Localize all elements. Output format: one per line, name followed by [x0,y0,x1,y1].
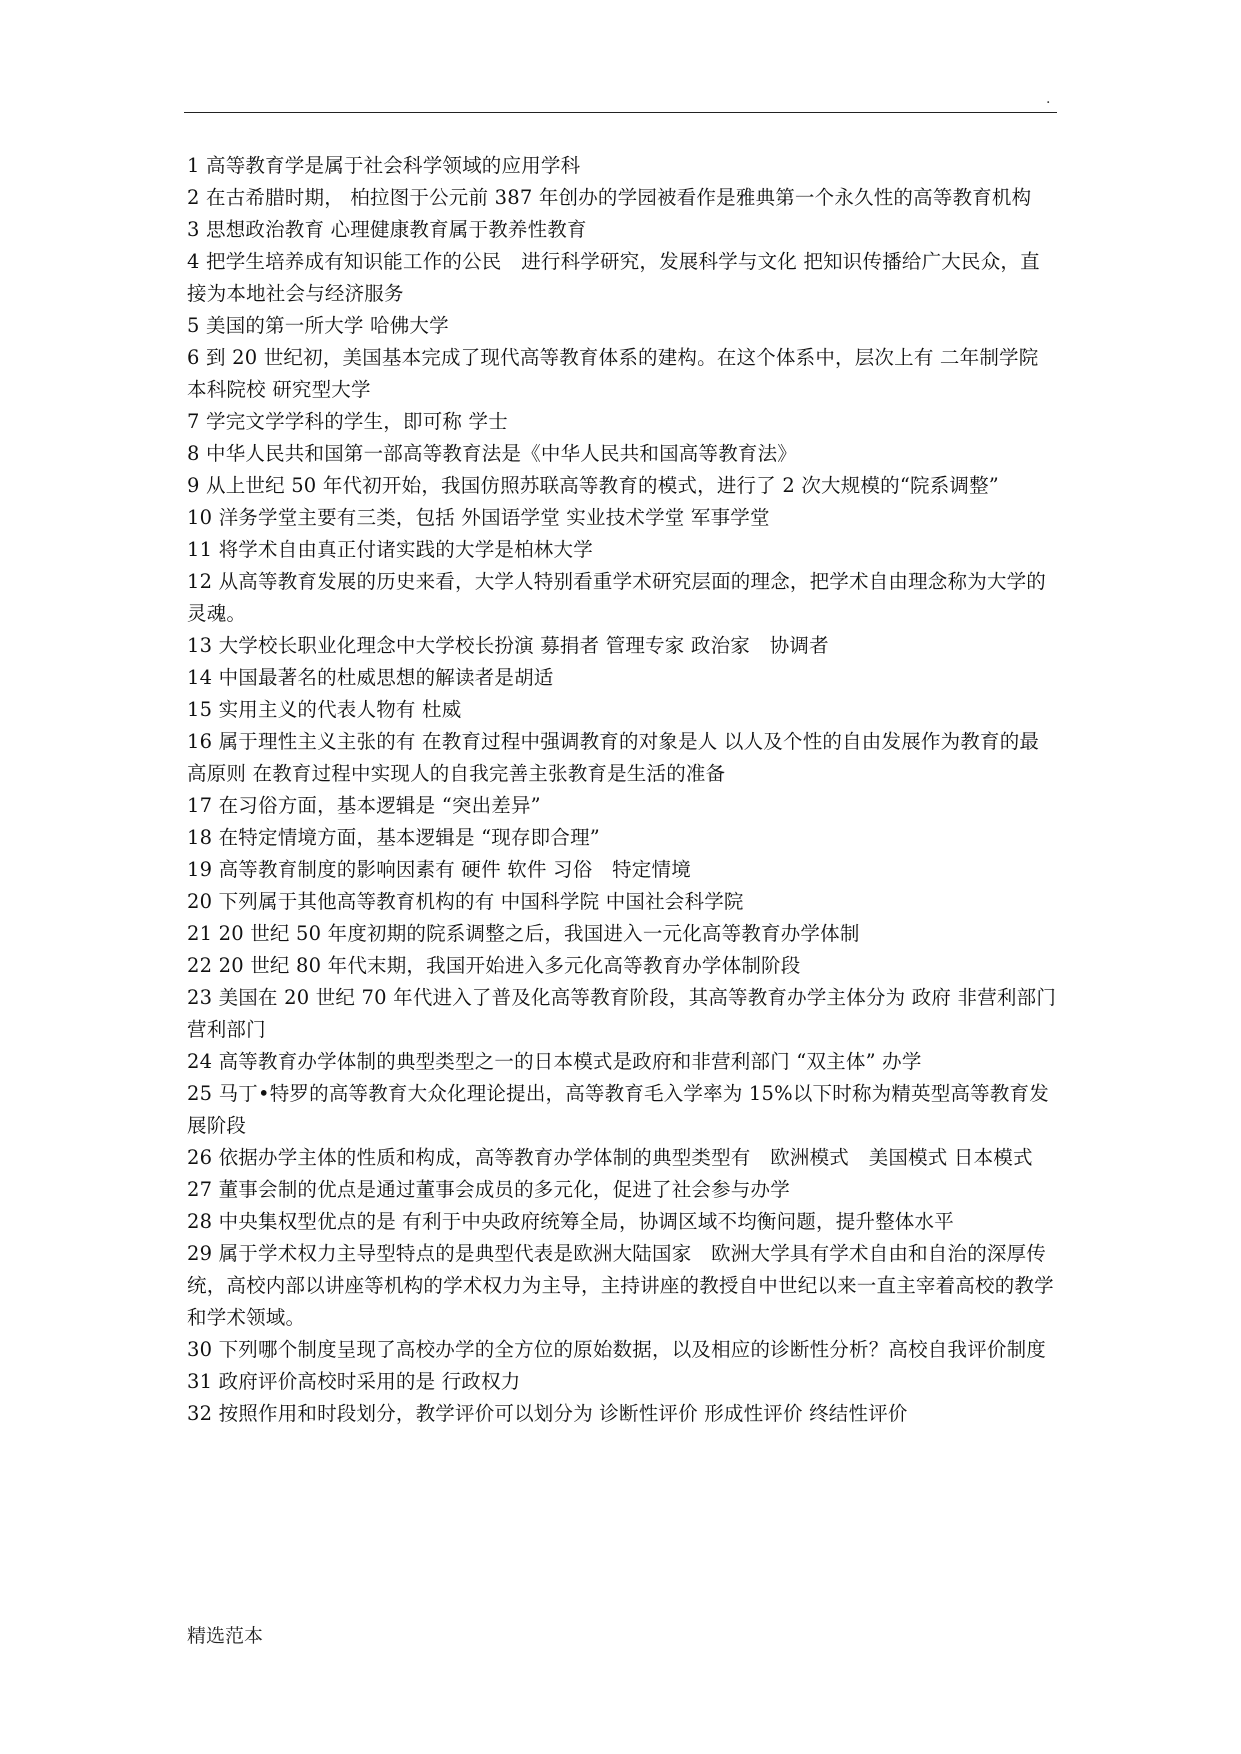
list-item: 12 从高等教育发展的历史来看，大学人特别看重学术研究层面的理念，把学术自由理念称为大学的灵魂。 [187,570,1047,625]
list-item: 5 美国的第一所大学 哈佛大学 [187,314,449,337]
list-item: 9 从上世纪 50 年代初开始，我国仿照苏联高等教育的模式，进行了 2 次大规模的“院系调整” [187,474,999,497]
list-item: 17 在习俗方面，基本逻辑是 “突出差异” [187,794,541,817]
question-list [187,150,1057,1430]
list-item: 27 董事会制的优点是通过董事会成员的多元化，促进了社会参与办学 [187,1178,790,1201]
list-item: 19 高等教育制度的影响因素有 硬件 软件 习俗 特定情境 [187,858,691,881]
list-item: 18 在特定情境方面，基本逻辑是 “现存即合理” [187,826,600,849]
footer-text: 精选范本 [187,1625,264,1647]
list-item: 6 到 20 世纪初，美国基本完成了现代高等教育体系的建构。在这个体系中，层次上有 二年制学院 本科院校 研究型大学 [187,346,1039,401]
header-rule [184,112,1057,113]
list-item: 32 按照作用和时段划分，教学评价可以划分为 诊断性评价 形成性评价 终结性评价 [187,1402,908,1425]
list-item: 13 大学校长职业化理念中大学校长扮演 募捐者 管理专家 政治家 协调者 [187,634,829,657]
list-item: 21 20 世纪 50 年度初期的院系调整之后，我国进入一元化高等教育办学体制 [187,922,860,945]
list-item: 11 将学术自由真正付诸实践的大学是柏林大学 [187,538,593,561]
list-item: 7 学完文学学科的学生，即可称 学士 [187,410,508,433]
list-item: 15 实用主义的代表人物有 杜威 [187,698,462,721]
list-item: 2 在古希腊时期， 柏拉图于公元前 387 年创办的学园被看作是雅典第一个永久性的高等教育机构 [187,186,1032,209]
list-item: 3 思想政治教育 心理健康教育属于教养性教育 [187,218,587,241]
list-item: 26 依据办学主体的性质和构成，高等教育办学体制的典型类型有 欧洲模式 美国模式 日本模式 [187,1146,1033,1169]
list-item: 16 属于理性主义主张的有 在教育过程中强调教育的对象是人 以人及个性的自由发展作为教育的最高原则 在教育过程中实现人的自我完善主张教育是生活的准备 [187,730,1040,785]
list-item: 29 属于学术权力主导型特点的是典型代表是欧洲大陆国家 欧洲大学具有学术自由和自治的深厚传统，高校内部以讲座等机构的学术权力为主导，主持讲座的教授自中世纪以来一直主宰着高校的教学和学术领域。 [187,1242,1054,1329]
list-item: 10 洋务学堂主要有三类，包括 外国语学堂 实业技术学堂 军事学堂 [187,506,770,529]
list-item: 25 马丁•特罗的高等教育大众化理论提出，高等教育毛入学率为 15%以下时称为精英型高等教育发展阶段 [187,1082,1049,1137]
list-item: 24 高等教育办学体制的典型类型之一的日本模式是政府和非营利部门 “双主体” 办学 [187,1050,922,1073]
list-item: 30 下列哪个制度呈现了高校办学的全方位的原始数据，以及相应的诊断性分析？高校自我评价制度 [187,1338,1047,1361]
list-item: 22 20 世纪 80 年代末期，我国开始进入多元化高等教育办学体制阶段 [187,954,801,977]
list-item: 20 下列属于其他高等教育机构的有 中国科学院 中国社会科学院 [187,890,744,913]
list-item: 1 高等教育学是属于社会科学领域的应用学科 [187,154,581,177]
list-item: 31 政府评价高校时采用的是 行政权力 [187,1370,521,1393]
list-item: 28 中央集权型优点的是 有利于中央政府统筹全局，协调区域不均衡问题，提升整体水平 [187,1210,954,1233]
list-item: 23 美国在 20 世纪 70 年代进入了普及化高等教育阶段，其高等教育办学主体分为 政府 非营利部门 营利部门 [187,986,1057,1041]
list-item: 8 中华人民共和国第一部高等教育法是《中华人民共和国高等教育法》 [187,442,798,465]
header-mark: . [1046,91,1051,107]
list-item: 4 把学生培养成有知识能工作的公民 进行科学研究，发展科学与文化 把知识传播给广大民众，直接为本地社会与经济服务 [187,250,1040,305]
list-item: 14 中国最著名的杜威思想的解读者是胡适 [187,666,554,689]
